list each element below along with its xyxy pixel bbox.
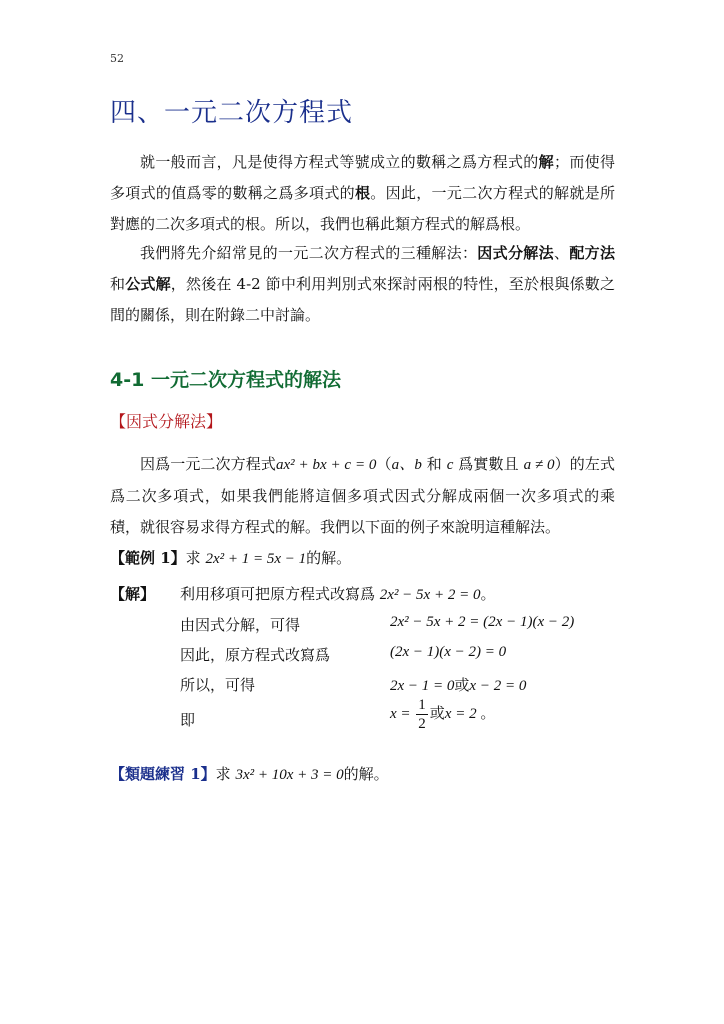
term-root: 根 — [354, 184, 371, 202]
practice-1: 【類題練習 1】求 3x² + 10x + 3 = 0的解。 — [110, 765, 389, 783]
page-number: 52 — [110, 52, 124, 65]
solution-line-4-equation: 2x − 1 = 0或x − 2 = 0 — [390, 678, 527, 694]
solution-line-3-equation: (2x − 1)(x − 2) = 0 — [390, 644, 507, 660]
chapter-title: 四、一元二次方程式 — [110, 98, 354, 128]
example-equation: 2x² + 1 = 5x − 1 — [205, 551, 307, 567]
solution-line-4-text: 所以，可得 — [180, 676, 256, 694]
section-title: 4-1 一元二次方程式的解法 — [110, 369, 341, 391]
solution-line-2-text: 由因式分解，可得 — [180, 616, 301, 634]
term-factoring: 因式分解法 — [477, 244, 554, 262]
term-formula: 公式解 — [125, 275, 171, 293]
general-equation: ax² + bx + c = 0 — [275, 457, 377, 473]
solution-label: 【解】 — [110, 585, 156, 603]
intro-paragraph-1: 就一般而言，凡是使得方程式等號成立的數稱之爲方程式的解；而使得多項式的值爲零的數稱之爲多項式的根。因此，一元二次方程式的解就是所對應的二次多項式的根。所以，我們也稱此類方程式的解爲根。 — [110, 153, 615, 233]
method-title: 【因式分解法】 — [110, 412, 223, 431]
fraction-one-half: $\frac{1}{2}$ — [418, 697, 426, 732]
term-solution: 解 — [538, 153, 554, 171]
intro-paragraph-2: 我們將先介紹常見的一元二次方程式的三種解法：因式分解法、配方法和公式解，然後在 4-2 節中利用判別式來探討兩根的特性，至於根與係數之間的關係，則在附錄二中討論。 — [110, 244, 615, 324]
practice-equation: 3x² + 10x + 3 = 0 — [235, 767, 344, 783]
example-1: 【範例 1】求 2x² + 1 = 5x − 1的解。 — [110, 549, 352, 567]
solution-line-1: 利用移項可把原方程式改寫爲 2x² − 5x + 2 = 0。 — [180, 585, 496, 603]
solution-line-2-equation: 2x² − 5x + 2 = (2x − 1)(x − 2) — [390, 614, 575, 630]
practice-label: 【類題練習 1】 — [110, 765, 216, 783]
example-label: 【範例 1】 — [110, 549, 186, 567]
solution-line-5-text: 即 — [180, 711, 196, 729]
solution-line-5-equation: x = $\frac{1}{2}$ 或x = 2 。 — [390, 697, 496, 732]
method-paragraph: 因爲一元二次方程式ax² + bx + c = 0（a、b 和 c 爲實數且 a ≠ 0）的左式爲二次多項式，如果我們能將這個多項式因式分解成兩個一次多項式的乘積，就很容易求得方程式的解。我們以下面的例子來說明這種解法。 — [110, 455, 615, 536]
term-completing-square: 配方法 — [569, 244, 615, 262]
solution-line-3-text: 因此，原方程式改寫爲 — [180, 646, 331, 664]
